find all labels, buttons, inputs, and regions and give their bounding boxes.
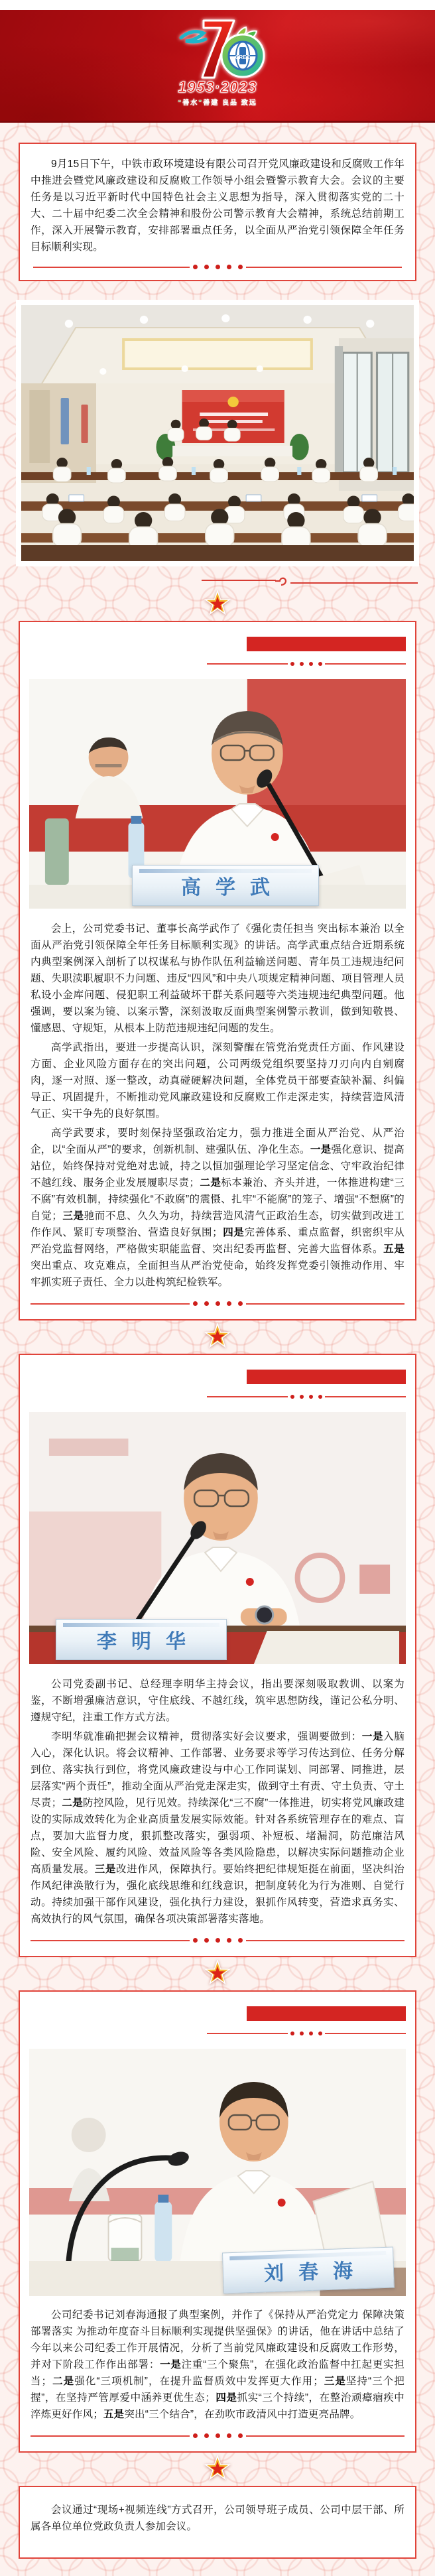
star-icon — [204, 1323, 231, 1350]
logo-years: 1953·2023 — [178, 78, 257, 96]
section-card-li-minghua — [19, 1354, 416, 1957]
logo-tagline: “善水”善建 良品 致远 — [178, 99, 257, 107]
section-header-bar — [247, 2006, 406, 2021]
closing-text — [31, 2502, 404, 2535]
paragraph: 公司党委副书记、总经理李明华主持会议，指出要深刻吸取教训、以案为鉴，不断增强廉洁意识，守住底线、不越红线，筑牢思想防线，谨记公私分明、遵规守纪，注重工作方式方法。 — [31, 1679, 404, 1723]
section-header-bar — [247, 637, 406, 651]
nameplate-liu-chunhai — [222, 2247, 395, 2294]
star-divider — [0, 1323, 435, 1350]
nameplate-text: 刘春海 — [263, 2259, 368, 2286]
star-divider — [0, 590, 435, 617]
section-text — [20, 1676, 415, 1927]
logo-70-icon — [168, 18, 267, 82]
star-icon — [204, 1960, 231, 1986]
paragraph: 公司纪委书记刘春海通报了典型案例，并作了《保持从严治党定力 保障决策部署落实 为推动年度奋斗目标顺利实现提供坚强保》的讲话，他在讲话中总结了今年以来公司纪委工作开展情况，分析了当前党风廉政建设和反腐败工作形势，并对下阶段工作作出部署：一是注重“三个聚焦”，在强化政治监督中扛起更实担当；二是强化“三项机制”，在提升监督质效中发挥更大作用；三是坚持“三个把握”，在坚持严管厚爱中涵养更优生态；四是抓实“三个持续”，在整治顽瘴痼疾中淬炼更好作风；五是突出“三个结合”，在劲吹市政清风中打造更亮品牌。 — [31, 2309, 404, 2420]
star-divider — [0, 2455, 435, 2482]
section-text — [20, 921, 415, 1291]
section-text — [20, 2307, 415, 2423]
intro-divider — [33, 265, 402, 269]
nameplate-li-minghua — [56, 1619, 227, 1660]
section-header-bar — [247, 1370, 406, 1384]
photo-speaker-liu-chunhai — [29, 2049, 406, 2296]
photo-speaker-gao-xuewu — [29, 679, 406, 909]
star-icon — [204, 590, 231, 617]
divider-line-right — [290, 582, 418, 584]
anniversary-banner — [0, 10, 435, 123]
nameplate-text: 李明华 — [97, 1631, 200, 1653]
section-footer-divider — [31, 1301, 404, 1306]
intro-text — [31, 156, 404, 255]
section-footer-divider — [31, 2433, 404, 2438]
photo-conference-room — [16, 300, 419, 566]
divider-line-left — [202, 580, 276, 581]
intro-card — [19, 143, 416, 281]
logo-emblem-letters: CREC — [235, 54, 251, 60]
paragraph: 会议通过“现场+视频连线”方式召开，公司领导班子成员、公司中层干部、所属各单位单位党政负责人参加会议。 — [31, 2504, 404, 2532]
article-page — [0, 10, 435, 2576]
section-header-divider — [207, 1395, 406, 1399]
section-footer-divider — [31, 1938, 404, 1943]
nameplate-text: 高学武 — [181, 877, 284, 899]
paragraph: 高学武要求，要时刻保持坚强政治定力，强力推进全面从严治党、从严治企，以“全面从严”的要求，创新机制、建强队伍、净化生态。一是强化意识、提高站位，始终保持对党绝对忠诚，持之以恒加强理论学习坚定信念、守牢政治纪律不越红线、服务企业发展履职尽责；二是标本兼治、齐头并进，一体推进构建“三不腐”有效机制，持续强化“不敢腐”的震慑、扎牢“不能腐”的笼子、增强“不想腐”的自觉；三是驰而不息、久久为功，持续营造风清气正政治生态，切实做到改进工作作风、紧盯专项整治、营造良好氛围；四是完善体系、重点监督，织密织牢从严治党监督网络，严格做实职能监督、突出纪委再监督、完善大监督体系。五是突出重点、攻克难点，全面担当从严治党使命，始终发挥党委引领推动作用、牢牢抓实班子责任、全力以赴构筑纪检铁军。 — [31, 1127, 405, 1288]
paragraph: 会上，公司党委书记、董事长高学武作了《强化责任担当 突出标本兼治 以全面从严治党引领保障全年任务目标顺利实现》的讲话。高学武重点结合近期系统内典型案例深入剖析了以权谋私与协作队伍利益输送问题、青年员工违规违纪问题、失职渎职履职不力问题、违反“四风”和中央八项规定精神问题、项目管理人员私设小金库问题、侵犯职工利益破坏干群关系问题等六类违规违纪典型问题。他强调，要以案为镜、以案示警，深刻汲取反面典型案例警示教训，做到知敬畏、懂感恩、守规矩，从根本上防范违规违纪问题的发生。 — [31, 923, 404, 1034]
star-divider — [0, 1960, 435, 1986]
nameplate-gao-xuewu — [132, 865, 319, 906]
paragraph: 高学武指出，要进一步提高认识，深刻警醒在管党治党责任方面、作风建设方面、企业风险方面存在的突出问题，公司两级党组织要坚持刀刃向内自剜腐肉，逐一对照、逐一整改，动真碰硬解决问题，全体党员干部要查缺补漏、纠偏导正、巩固提升，不断推动党风廉政建设和反腐败工作走深走实，持续营造风清气正、实干争先的良好氛围。 — [31, 1042, 404, 1120]
paragraph: 李明华就准确把握会议精神，贯彻落实好会议要求，强调要做到：一是入脑入心，深化认识。将会议精神、工作部署、业务要求等学习传达到位、任务分解到位、落实执行到位，将党风廉政建设与中心工作同谋划、同部署、同推进，层层落实“两个责任”，推动全面从严治党走深走实，做到守土有责、守土负责、守土尽责；二是防控风险，见行见效。持续深化“三不腐”一体推进，切实将党风廉政建设的实际成效转化为企业高质量发展实际效能。针对各系统管理存在的难点、盲点，要加大监督力度，狠抓整改落实，强弱项、补短板、堵漏洞，防范廉洁风险、安全风险、履约风险、效益风险等各类风险隐患，以解决实际问题推动企业高质量发展。三是改进作风，保障执行。要始终把纪律规矩挺在前面，坚决纠治作风纪律涣散行为，强化底线思维和红线意识，把制度转化为行为准则、自觉行动。持续加强干部作风建设，强化执行力建设，狠抓作风转变，营造求真务实、高效执行的风气氛围，确保各项决策部署落实落地。 — [31, 1731, 405, 1925]
scroll-divider — [0, 573, 435, 588]
article-content — [0, 123, 435, 2576]
cloud-scroll-icon — [275, 575, 292, 587]
section-card-liu-chunhai — [19, 1990, 416, 2453]
section-header-divider — [207, 662, 406, 666]
closing-card — [19, 2486, 416, 2559]
star-icon — [204, 2455, 231, 2482]
section-header-divider — [207, 2031, 406, 2035]
section-card-gao-xuewu — [19, 621, 416, 1320]
photo-speaker-li-minghua — [29, 1412, 406, 1664]
anniversary-70-logo — [168, 18, 267, 107]
paragraph: 9月15日下午，中铁市政环境建设有限公司召开党风廉政建设和反腐败工作年中推进会暨党风廉政建设和反腐败工作领导小组会暨警示教育大会。会议的主要任务是以习近平新时代中国特色社会主义思想为指导，深入贯彻落实党的二十大、二十届中纪委二次全会精神和股份公司警示教育大会精神，系统总结前期工作，深入开展警示教育，安排部署重点任务，以全面从严治党引领保障全年任务目标顺利实现。 — [31, 159, 404, 253]
